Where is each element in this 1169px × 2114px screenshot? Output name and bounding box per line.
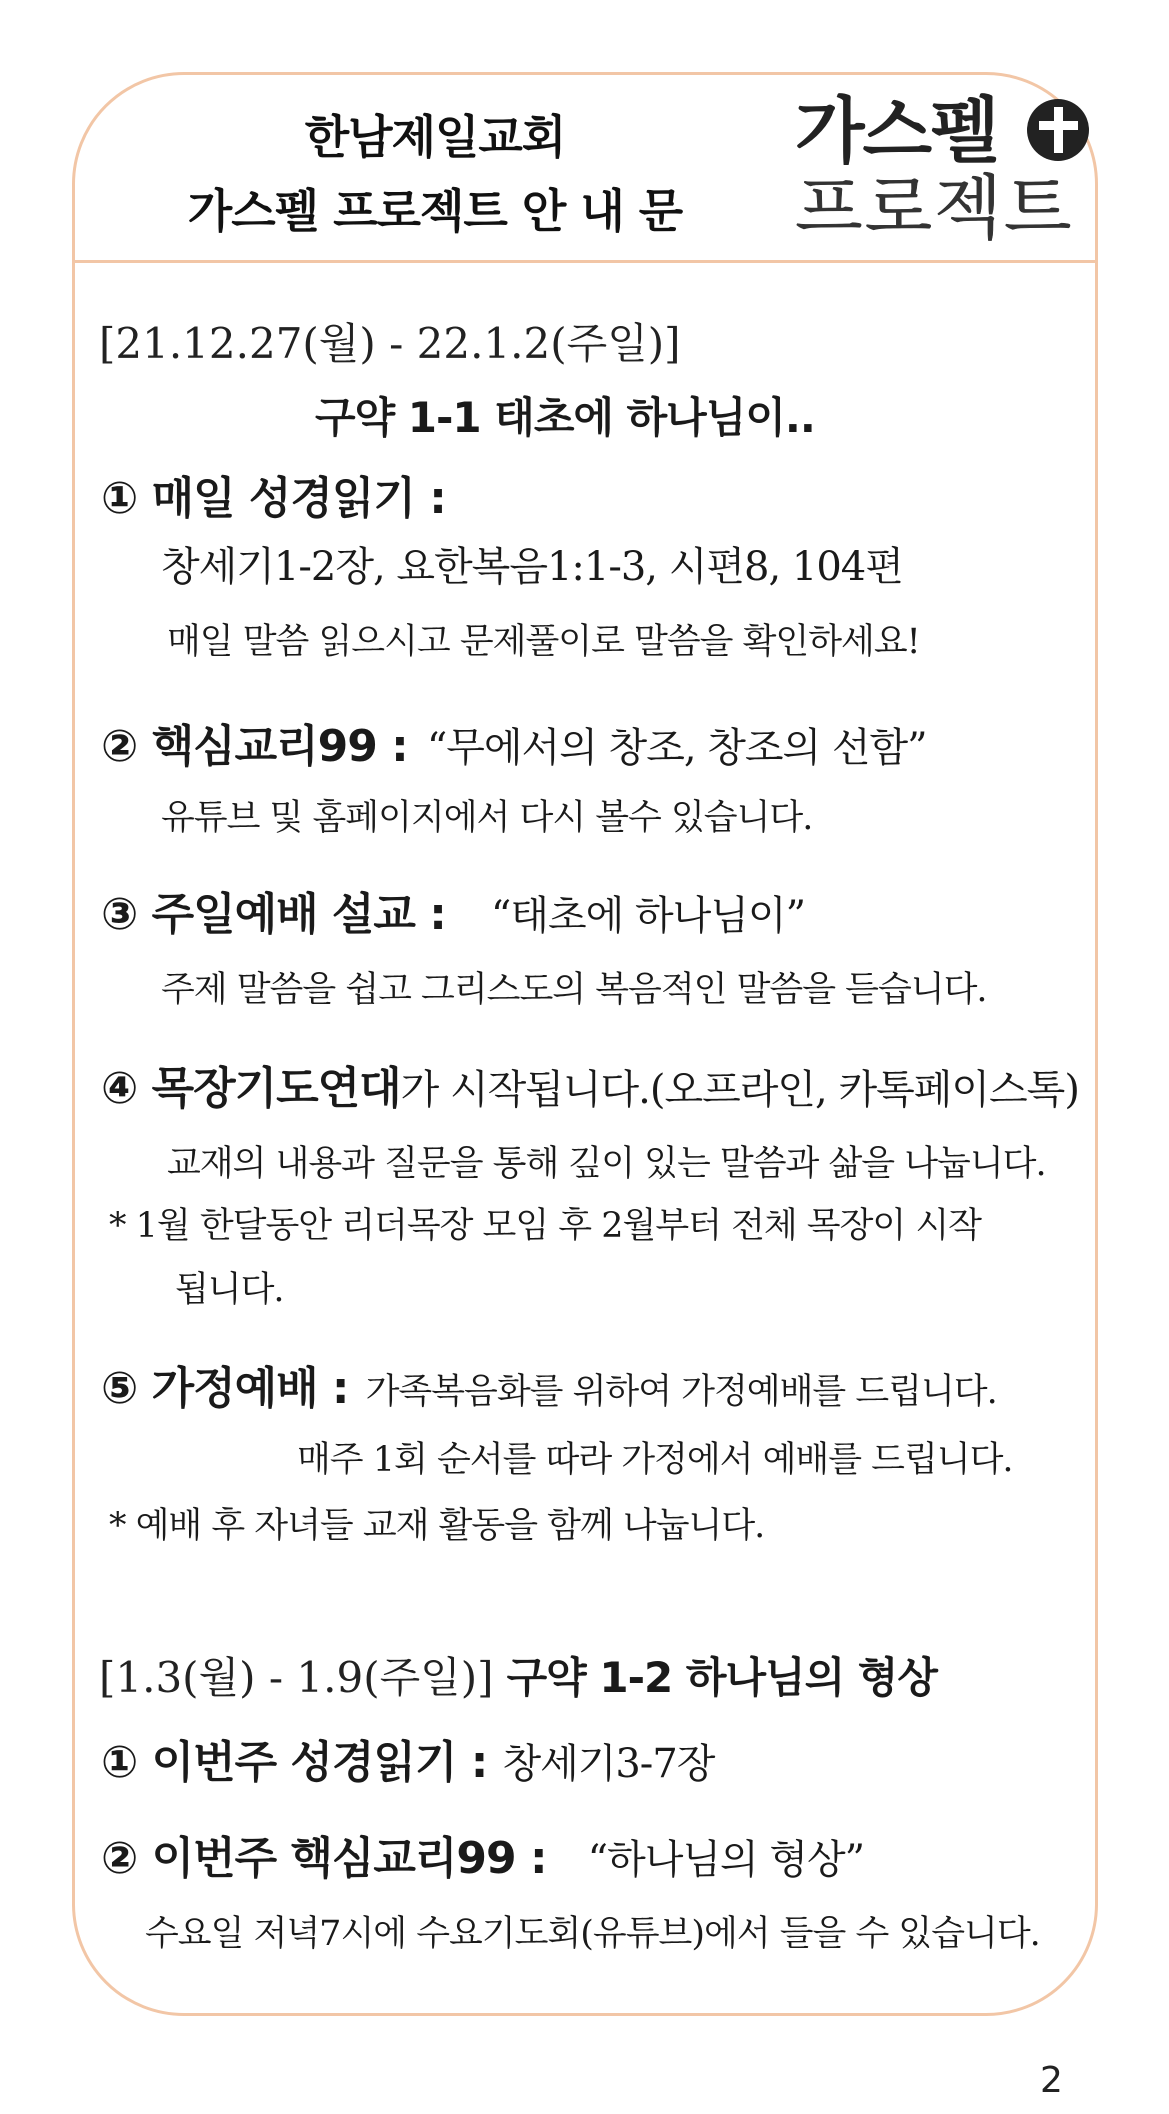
week2-lesson-title: 구약 1-2 하나님의 형상 [506, 1653, 937, 1702]
week2-item1-value: 창세기3-7장 [502, 1741, 715, 1787]
week1-item2-value: “무에서의 창조, 창조의 선함” [426, 725, 927, 771]
week2-item2-value: “하나님의 형상” [587, 1837, 865, 1883]
week2-item1-label: ① 이번주 성경읽기 : [101, 1737, 488, 1788]
notice-title: 가스펠 프로젝트 안 내 문 [187, 184, 683, 238]
week1-item4-value: 가 시작됩니다.(오프라인, 카톡페이스톡) [400, 1067, 1079, 1113]
header-divider [75, 260, 1095, 263]
week1-item3-value: “태초에 하나님이” [490, 893, 806, 939]
week1-item5 [101, 1365, 997, 1413]
week1-item4-note: 교재의 내용과 질문을 통해 깊이 있는 말씀과 삶을 나눕니다. [167, 1144, 1046, 1184]
week2-item2-note: 수요일 저녁7시에 수요기도회(유튜브)에서 들을 수 있습니다. [145, 1914, 1040, 1954]
week2-date-range: [1.3(월) - 1.9(주일)] [99, 1653, 494, 1702]
week1-item5-value: 가족복음화를 위하여 가정예배를 드립니다. [365, 1372, 997, 1412]
week1-item4 [101, 1065, 1079, 1113]
week2-item1 [101, 1739, 714, 1787]
logo-line2: 프로젝트 [795, 167, 1074, 249]
week1-item4-label: ④ 목장기도연대 [101, 1063, 401, 1114]
week1-item4-remark-line1: * 1월 한달동안 리더목장 모임 후 2월부터 전체 목장이 시작 [109, 1206, 981, 1246]
bulletin-frame [72, 72, 1098, 2016]
week1-item5-note: 매주 1회 순서를 따라 가정에서 예배를 드립니다. [297, 1440, 1013, 1480]
week1-item2-note: 유튜브 및 홈페이지에서 다시 볼수 있습니다. [161, 798, 813, 838]
week1-item3-note: 주제 말씀을 쉽고 그리스도의 복음적인 말씀을 듣습니다. [161, 970, 987, 1010]
week1-lesson-title: 구약 1-1 태초에 하나님이.. [315, 393, 815, 442]
church-name: 한남제일교회 [304, 110, 566, 164]
week1-item1-note: 매일 말씀 읽으시고 문제풀이로 말씀을 확인하세요! [167, 622, 920, 662]
week1-item4-remark-line2: 됩니다. [175, 1270, 284, 1310]
week1-item1-label: ① 매일 성경읽기 : [101, 473, 446, 524]
week1-item3 [101, 891, 805, 939]
week1-item3-label: ③ 주일예배 설교 : [101, 889, 446, 940]
week2-heading [99, 1655, 937, 1701]
page-number: 2 [1040, 2060, 1063, 2101]
week1-item5-remark: * 예배 후 자녀들 교재 활동을 함께 나눕니다. [109, 1506, 765, 1546]
week2-item2 [101, 1835, 864, 1883]
cross-icon [1027, 99, 1089, 161]
logo-line1: 가스펠 [795, 89, 998, 173]
week1-item2-label: ② 핵심교리99 : [101, 721, 408, 772]
week1-date-range: [21.12.27(월) - 22.1.2(주일)] [99, 319, 681, 368]
gospel-project-logo [795, 89, 1085, 253]
week1-item5-label: ⑤ 가정예배 : [101, 1363, 349, 1414]
week1-item1-passages: 창세기1-2장, 요한복음1:1-3, 시편8, 104편 [161, 544, 903, 590]
week1-item2 [101, 723, 927, 771]
week2-item2-label: ② 이번주 핵심교리99 : [101, 1833, 547, 1884]
